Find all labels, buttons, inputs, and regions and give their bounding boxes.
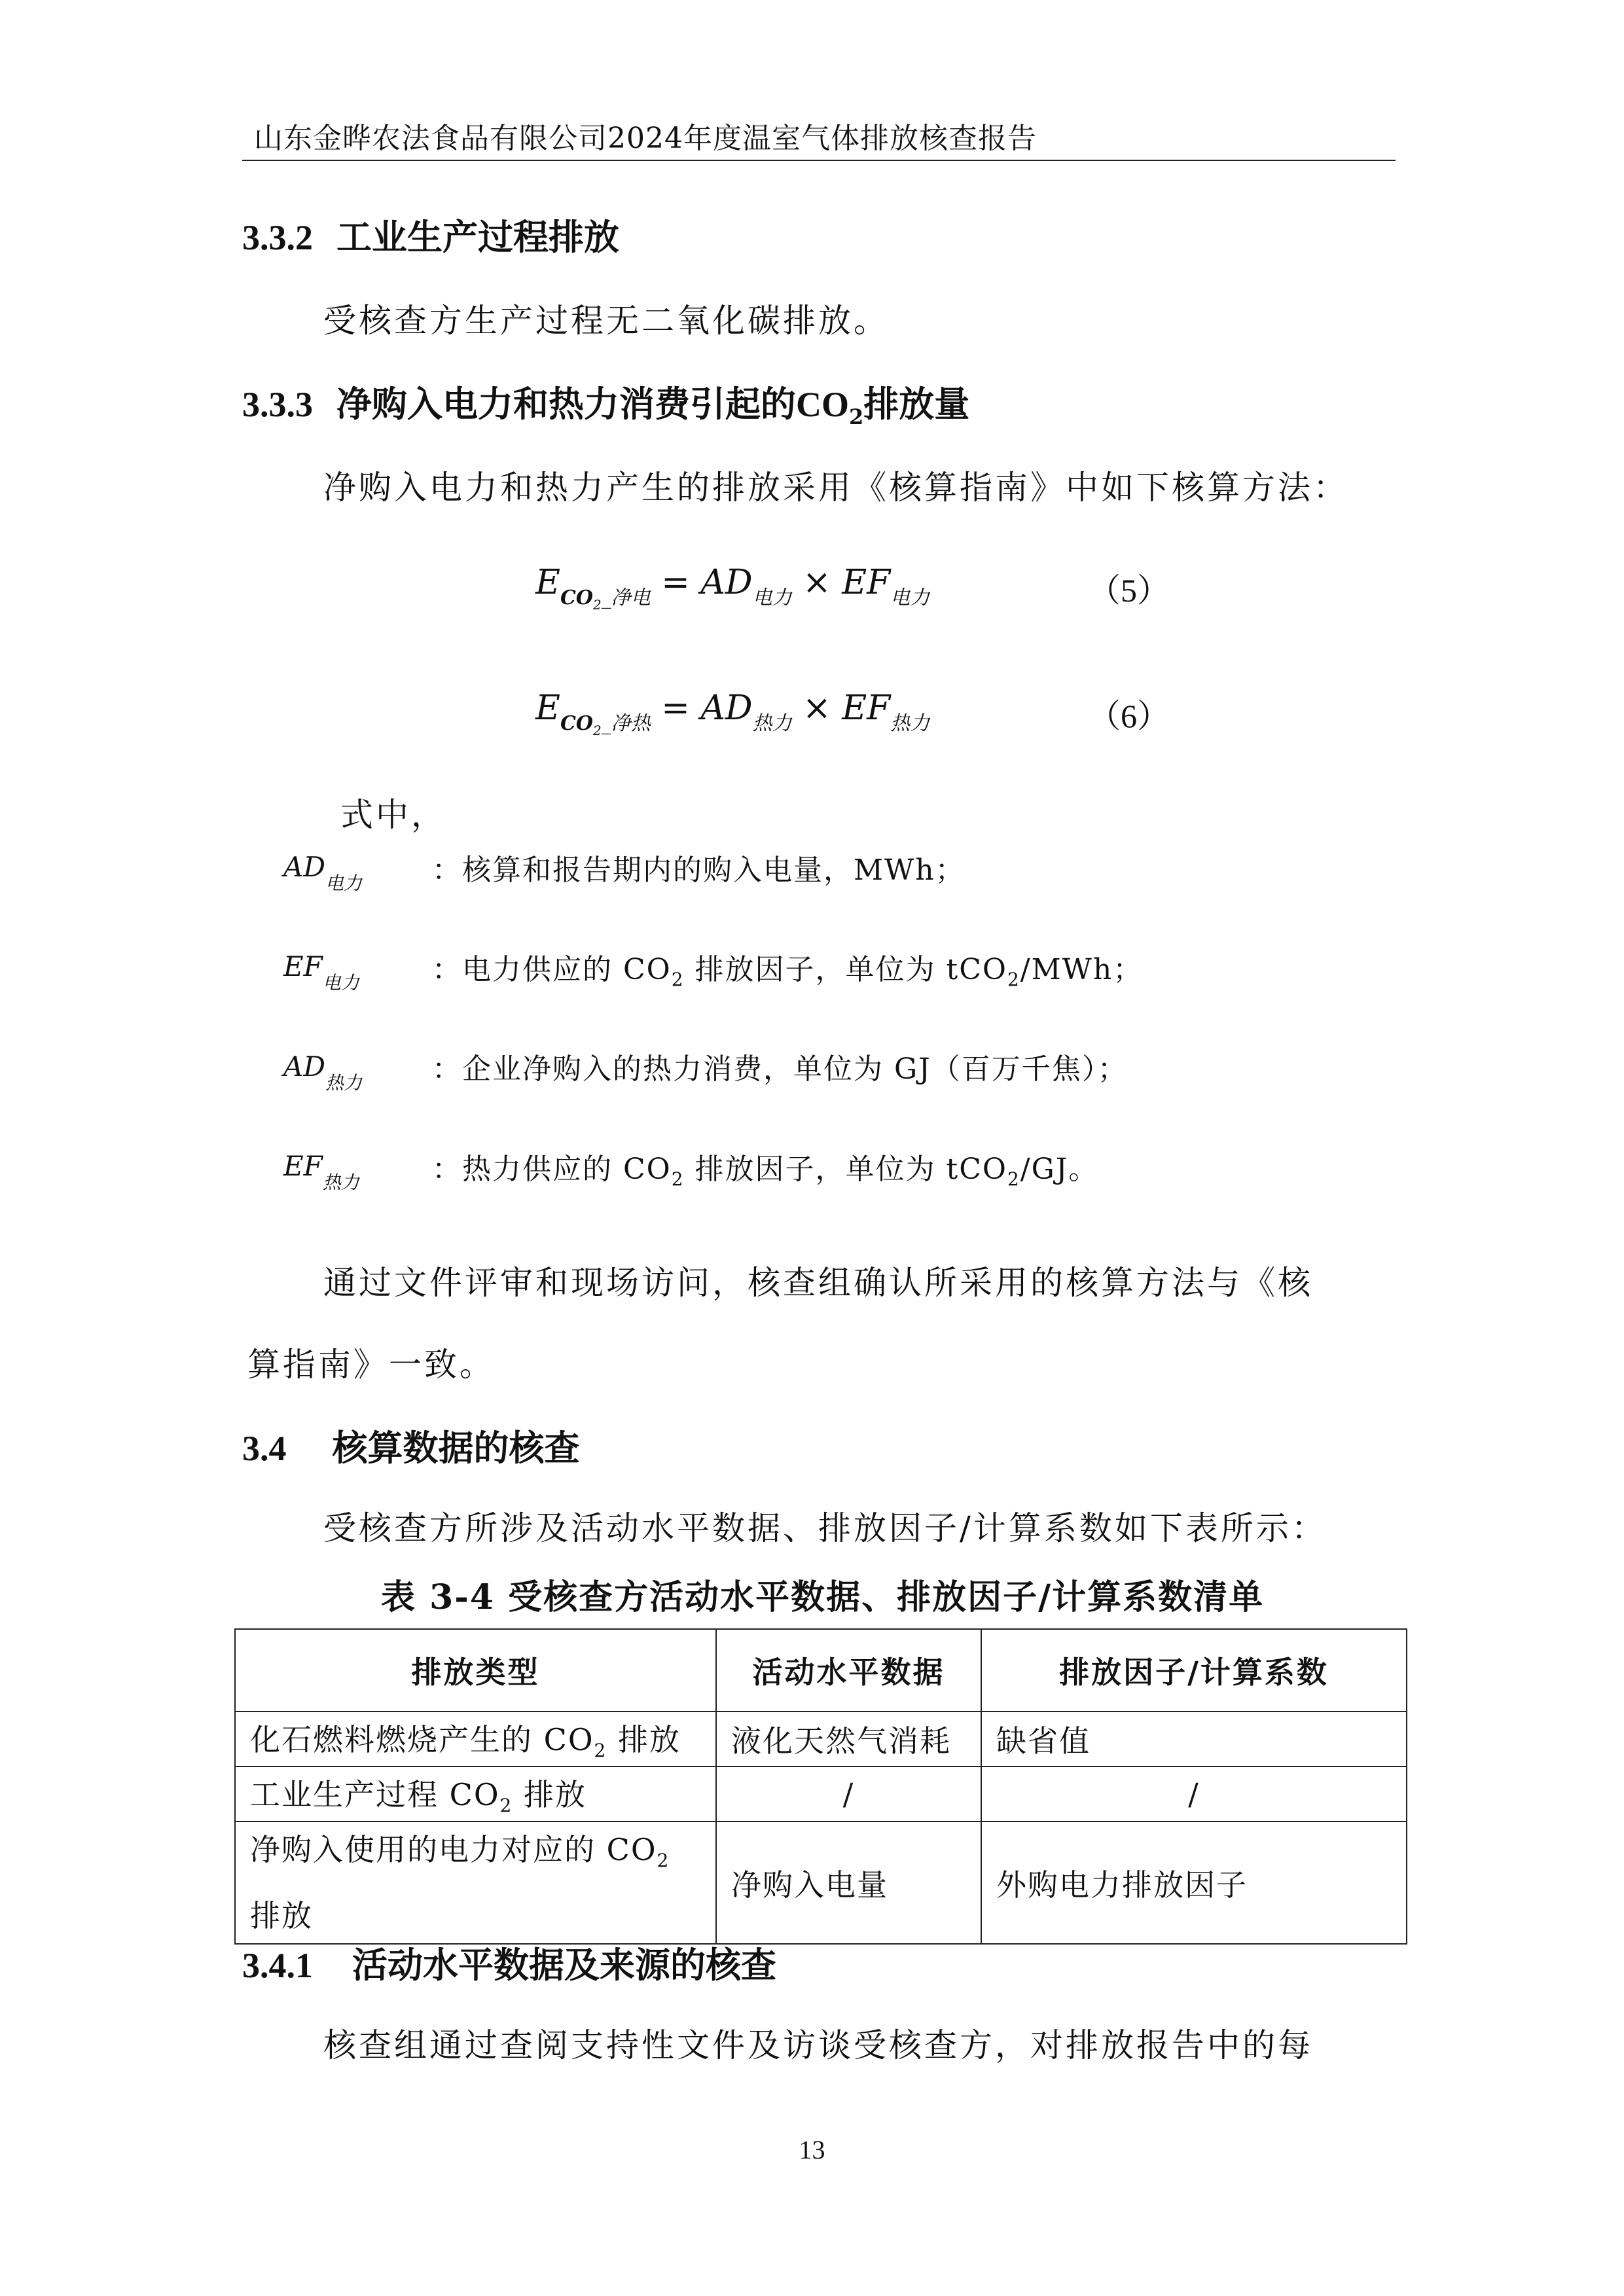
cell-activity: / xyxy=(716,1767,981,1821)
cell-type: 工业生产过程 $CO_2$ 排放 xyxy=(235,1767,716,1821)
table-header-row xyxy=(235,1629,1407,1712)
def-text: ：核算和报告期内的购入电量，MWh； xyxy=(432,853,965,887)
section-number: 3.3.3 xyxy=(242,385,313,424)
table-row xyxy=(235,1821,1407,1944)
formula-subscript: _净电 xyxy=(601,586,651,609)
heading-3-3-2 xyxy=(242,209,619,260)
formula-subscript: 电力 xyxy=(890,586,930,609)
formula-subscript: _净热 xyxy=(601,712,651,735)
heading-3-4-1 xyxy=(242,1937,776,1988)
section-title-part: 排放量 xyxy=(863,383,970,425)
section-number: 3.3.2 xyxy=(242,218,313,257)
section-title: 核算数据的核查 xyxy=(332,1427,580,1469)
where-label: 式中， xyxy=(340,796,446,834)
column-header: 排放类型 xyxy=(235,1629,716,1712)
section-title-part: CO xyxy=(796,385,849,424)
def-text: ：企业净购入的热力消费，单位为 GJ（百万千焦）； xyxy=(432,1052,1128,1086)
heading-3-4 xyxy=(242,1420,580,1471)
paragraph: 受核查方生产过程无二氧化碳排放。 xyxy=(323,302,889,340)
def-text: ：热力供应的 $CO_2$ 排放因子，单位为 tCO$_2$/GJ。 xyxy=(432,1153,1099,1190)
formula-subscript: 电力 xyxy=(752,586,792,609)
def-symbol: $AD_{电力}$ xyxy=(283,851,363,894)
def-symbol: $EF_{电力}$ xyxy=(283,950,359,994)
section-title: 工业生产过程排放 xyxy=(336,216,619,258)
cell-activity: 液化天然气消耗 xyxy=(716,1712,981,1767)
formula-symbol: E xyxy=(535,689,560,728)
cell-factor: 外购电力排放因子 xyxy=(981,1821,1407,1944)
formula-subscript: CO xyxy=(560,712,593,735)
equation-number: （6） xyxy=(1088,698,1170,734)
formula-symbol: × EF xyxy=(791,689,891,728)
paragraph: 净购入电力和热力产生的排放采用《核算指南》中如下核算方法： xyxy=(323,469,1348,507)
formula-subscript: CO xyxy=(560,586,593,609)
cell-activity: 净购入电量 xyxy=(716,1821,981,1944)
section-title: 活动水平数据及来源的核查 xyxy=(352,1944,776,1986)
column-header: 活动水平数据 xyxy=(716,1629,981,1712)
formula-symbol: = AD xyxy=(650,689,753,728)
cell-factor: / xyxy=(981,1767,1407,1821)
subscript: 2 xyxy=(849,404,864,429)
heading-3-3-3 xyxy=(242,376,969,429)
formula-symbol: = AD xyxy=(650,563,753,602)
formula-6 xyxy=(535,689,929,738)
section-number: 3.4.1 xyxy=(242,1946,313,1985)
cell-type: 净购入使用的电力对应的 $CO_2$ 排放 xyxy=(235,1821,716,1944)
equation-number: （5） xyxy=(1088,572,1170,609)
def-symbol: $EF_{热力}$ xyxy=(283,1150,359,1193)
paragraph: 算指南》一致。 xyxy=(247,1346,495,1384)
section-number: 3.4 xyxy=(242,1429,287,1468)
section-title-part: 净购入电力和热力消费引起的 xyxy=(336,383,796,425)
formula-5 xyxy=(535,563,929,613)
header-divider xyxy=(242,160,1396,161)
cell-factor: 缺省值 xyxy=(981,1712,1407,1767)
table-row xyxy=(235,1712,1407,1767)
formula-symbol: E xyxy=(535,563,560,602)
formula-subscript: 2 xyxy=(592,723,602,738)
table-row xyxy=(235,1767,1407,1821)
page-number: 13 xyxy=(799,2135,825,2164)
running-header: 山东金晔农法食品有限公司2024年度温室气体排放核查报告 xyxy=(254,122,1037,155)
column-header: 排放因子/计算系数 xyxy=(981,1629,1407,1712)
data-table xyxy=(234,1628,1407,1945)
formula-subscript: 热力 xyxy=(752,712,792,735)
cell-type: 化石燃料燃烧产生的 $CO_2$ 排放 xyxy=(235,1712,716,1767)
paragraph: 核查组通过查阅支持性文件及访谈受核查方，对排放报告中的每 xyxy=(323,2026,1313,2064)
formula-subscript: 2 xyxy=(592,597,602,613)
def-symbol: $AD_{热力}$ xyxy=(283,1050,363,1094)
table-caption: 表 3-4 受核查方活动水平数据、排放因子/计算系数清单 xyxy=(381,1577,1265,1617)
paragraph: 通过文件评审和现场访问，核查组确认所采用的核算方法与《核 xyxy=(323,1264,1313,1302)
formula-subscript: 热力 xyxy=(890,712,930,735)
paragraph: 受核查方所涉及活动水平数据、排放因子/计算系数如下表所示： xyxy=(323,1509,1327,1547)
formula-symbol: × EF xyxy=(791,563,891,602)
def-text: ：电力供应的 $CO_2$ 排放因子，单位为 tCO$_2$/MWh； xyxy=(432,953,1144,990)
